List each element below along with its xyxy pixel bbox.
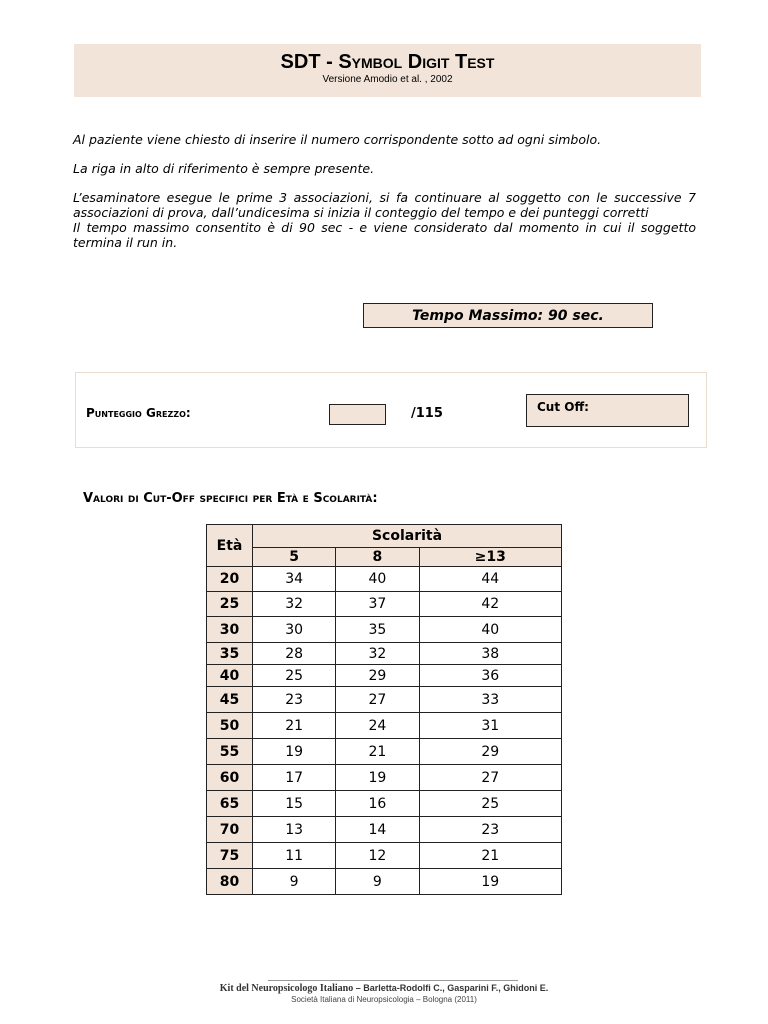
footer-authors: – Barletta-Rodolfi C., Gasparini F., Ghidoni E. <box>353 983 549 993</box>
cutoff-value-cell: 37 <box>336 592 419 617</box>
cutoff-value-cell: 40 <box>419 617 562 643</box>
cutoff-value-cell: 32 <box>336 643 419 665</box>
table-row <box>207 843 562 869</box>
table-row <box>207 592 562 617</box>
cutoff-value-cell: 29 <box>419 739 562 765</box>
score-section <box>75 372 707 448</box>
footer-credit <box>0 983 768 994</box>
cutoff-value-cell: 19 <box>336 765 419 791</box>
cutoff-field[interactable] <box>526 394 689 427</box>
age-cell: 60 <box>207 765 253 791</box>
table-row <box>207 567 562 592</box>
cutoff-value-cell: 35 <box>336 617 419 643</box>
cutoff-value-cell: 17 <box>253 765 336 791</box>
cutoff-value-cell: 15 <box>253 791 336 817</box>
table-row <box>207 665 562 687</box>
title-rest: Symbol Digit Test <box>338 51 495 73</box>
cutoff-value-cell: 23 <box>253 687 336 713</box>
table-row <box>207 643 562 665</box>
cutoff-value-cell: 11 <box>253 843 336 869</box>
cutoff-value-cell: 36 <box>419 665 562 687</box>
instruction-1: Al paziente viene chiesto di inserire il numero corrispondente sotto ad ogni simbolo. <box>73 132 602 147</box>
table-row <box>207 791 562 817</box>
scolarita-header: Scolarità <box>253 525 562 548</box>
table-title: Valori di Cut-Off specifici per Età e Scolarità: <box>83 491 378 506</box>
cutoff-value-cell: 19 <box>419 869 562 895</box>
page-subtitle: Versione Amodio et al. , 2002 <box>322 74 453 85</box>
raw-score-label: Punteggio Grezzo: <box>86 406 191 420</box>
max-time-box: Tempo Massimo: 90 sec. <box>363 303 653 328</box>
cutoff-value-cell: 31 <box>419 713 562 739</box>
cutoff-value-cell: 21 <box>336 739 419 765</box>
instruction-3: L’esaminatore esegue le prime 3 associazioni, si fa continuare al soggetto con le successive 7 associazioni di prova, dall’undicesima si inizia il conteggio del tempo e dei punteggi corretti <box>73 190 696 220</box>
cutoff-value-cell: 9 <box>253 869 336 895</box>
cutoff-value-cell: 30 <box>253 617 336 643</box>
cutoff-value-cell: 23 <box>419 817 562 843</box>
age-cell: 35 <box>207 643 253 665</box>
cutoff-value-cell: 27 <box>419 765 562 791</box>
age-cell: 45 <box>207 687 253 713</box>
cutoff-value-cell: 14 <box>336 817 419 843</box>
cutoff-value-cell: 44 <box>419 567 562 592</box>
age-cell: 40 <box>207 665 253 687</box>
instruction-4: Il tempo massimo consentito è di 90 sec - e viene considerato dal momento in cui il soggetto termina il run in. <box>73 220 696 250</box>
cutoff-value-cell: 9 <box>336 869 419 895</box>
cutoff-value-cell: 40 <box>336 567 419 592</box>
title-prefix: SDT - <box>280 51 339 73</box>
age-cell: 50 <box>207 713 253 739</box>
table-row <box>207 765 562 791</box>
raw-score-field[interactable] <box>329 404 386 425</box>
age-cell: 25 <box>207 592 253 617</box>
age-cell: 70 <box>207 817 253 843</box>
col-header: 5 <box>253 548 336 567</box>
cutoff-value-cell: 24 <box>336 713 419 739</box>
age-cell: 30 <box>207 617 253 643</box>
col-header: ≥13 <box>419 548 562 567</box>
table-row <box>207 687 562 713</box>
cutoff-value-cell: 32 <box>253 592 336 617</box>
cutoff-value-cell: 27 <box>336 687 419 713</box>
cutoff-value-cell: 13 <box>253 817 336 843</box>
table-row <box>207 617 562 643</box>
instruction-2: La riga in alto di riferimento è sempre presente. <box>73 161 375 176</box>
footer-divider <box>268 980 518 981</box>
cutoff-value-cell: 25 <box>253 665 336 687</box>
cutoff-value-cell: 29 <box>336 665 419 687</box>
cutoff-value-cell: 19 <box>253 739 336 765</box>
age-cell: 65 <box>207 791 253 817</box>
age-cell: 20 <box>207 567 253 592</box>
cutoff-value-cell: 12 <box>336 843 419 869</box>
table-row <box>207 817 562 843</box>
cutoff-value-cell: 33 <box>419 687 562 713</box>
cutoff-value-cell: 38 <box>419 643 562 665</box>
footer-kit: Kit del Neuropsicologo Italiano <box>219 983 354 994</box>
page-title <box>74 51 701 73</box>
cutoff-value-cell: 28 <box>253 643 336 665</box>
cutoff-value-cell: 16 <box>336 791 419 817</box>
table-row <box>207 869 562 895</box>
table-row <box>207 713 562 739</box>
table-row <box>207 739 562 765</box>
raw-score-max: /115 <box>411 406 443 421</box>
age-cell: 80 <box>207 869 253 895</box>
age-cell: 75 <box>207 843 253 869</box>
cutoff-table <box>206 524 562 895</box>
instructions <box>73 132 696 250</box>
cutoff-value-cell: 21 <box>419 843 562 869</box>
cutoff-value-cell: 25 <box>419 791 562 817</box>
age-cell: 55 <box>207 739 253 765</box>
cutoff-value-cell: 34 <box>253 567 336 592</box>
footer-society: Società Italiana di Neuropsicologia – Bologna (2011) <box>291 995 477 1004</box>
cutoff-value-cell: 42 <box>419 592 562 617</box>
title-banner <box>74 44 701 97</box>
col-header: 8 <box>336 548 419 567</box>
cutoff-value-cell: 21 <box>253 713 336 739</box>
cutoff-label: Cut Off: <box>537 400 589 414</box>
eta-header: Età <box>207 525 253 567</box>
